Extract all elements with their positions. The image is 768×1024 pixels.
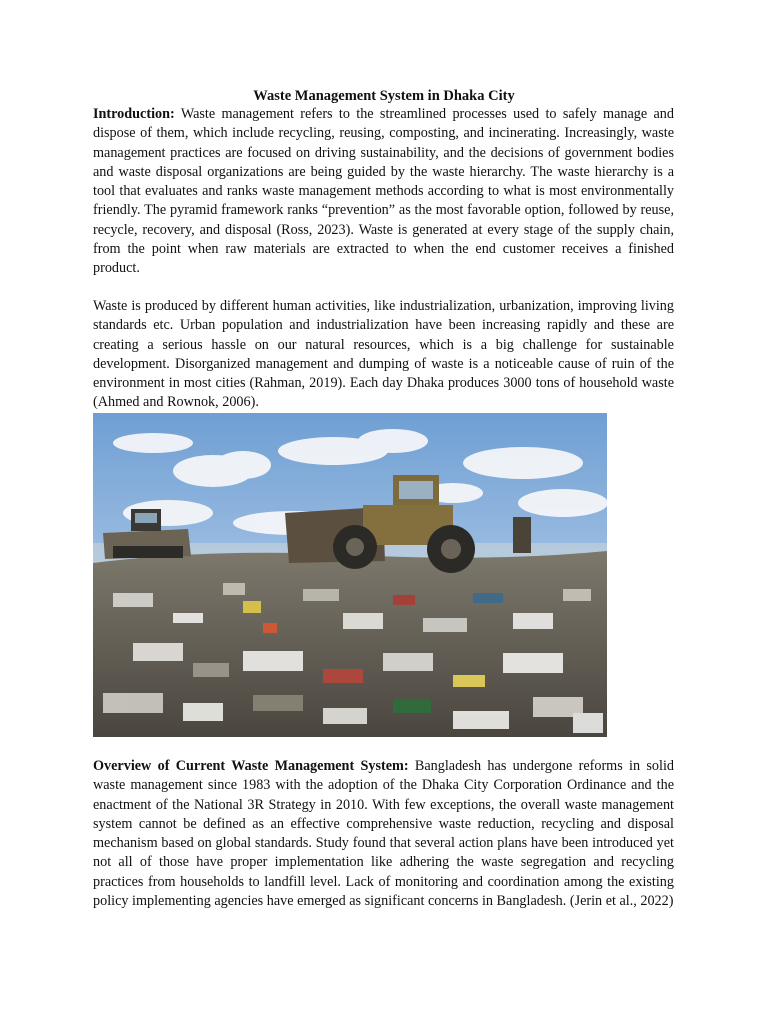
overview-paragraph xyxy=(93,757,674,911)
intro-text: Waste management refers to the streamlined processes used to safely manage and dispose of them, which include recycling, reusing, composting, and incinerating. Increasingly, waste management practices are focused on driving sustainability, and the decisions of government bodies and waste disposal organizations are being guided by the waste hierarchy. The waste hierarchy is a tool that evaluates and ranks waste management methods according to what is most environmentally friendly. The pyramid framework ranks “prevention” as the most favorable option, followed by reuse, recycle, recovery, and disposal (Ross, 2023). Waste is generated at every stage of the supply chain, from the point when raw materials are extracted to when the end customer receives a finished product. xyxy=(93,106,674,277)
overview-heading: Overview of Current Waste Management System: xyxy=(93,758,409,774)
overview-text: Bangladesh has undergone reforms in solid waste management since 1983 with the adoption of the Dhaka City Corporation Ordinance and the enactment of the National 3R Strategy in 2010. With few exceptions, the overall waste management system cannot be defined as an effective comprehensive waste reduction, recycling and disposal mechanism based on global standards. Study found that several action plans have been introduced yet not all of those have proper implementation like adhering the waste segregation and recycling practices from households to landfill level. Lack of monitoring and coordination among the existing policy implementing agencies have emerged as significant concerns in Bangladesh. (Jerin et al., 2022) xyxy=(93,758,675,910)
waste-production-paragraph: Waste is produced by different human activities, like industrialization, urbanization, improving living standards etc. Urban population and industrialization have been increasing rapidly and these are creating a serious hassle on our natural resources, which is a big challenge for sustainable development. Disorganized management and dumping of waste is a noticeable cause of ruin of the environment in most cities (Rahman, 2019). Each day Dhaka produces 3000 tons of household waste (Ahmed and Rownok, 2006). xyxy=(93,298,674,411)
intro-paragraph xyxy=(93,105,674,279)
document-title: Waste Management System in Dhaka City xyxy=(253,88,515,104)
intro-heading: Introduction: xyxy=(93,106,175,122)
landfill-photo xyxy=(93,413,607,737)
